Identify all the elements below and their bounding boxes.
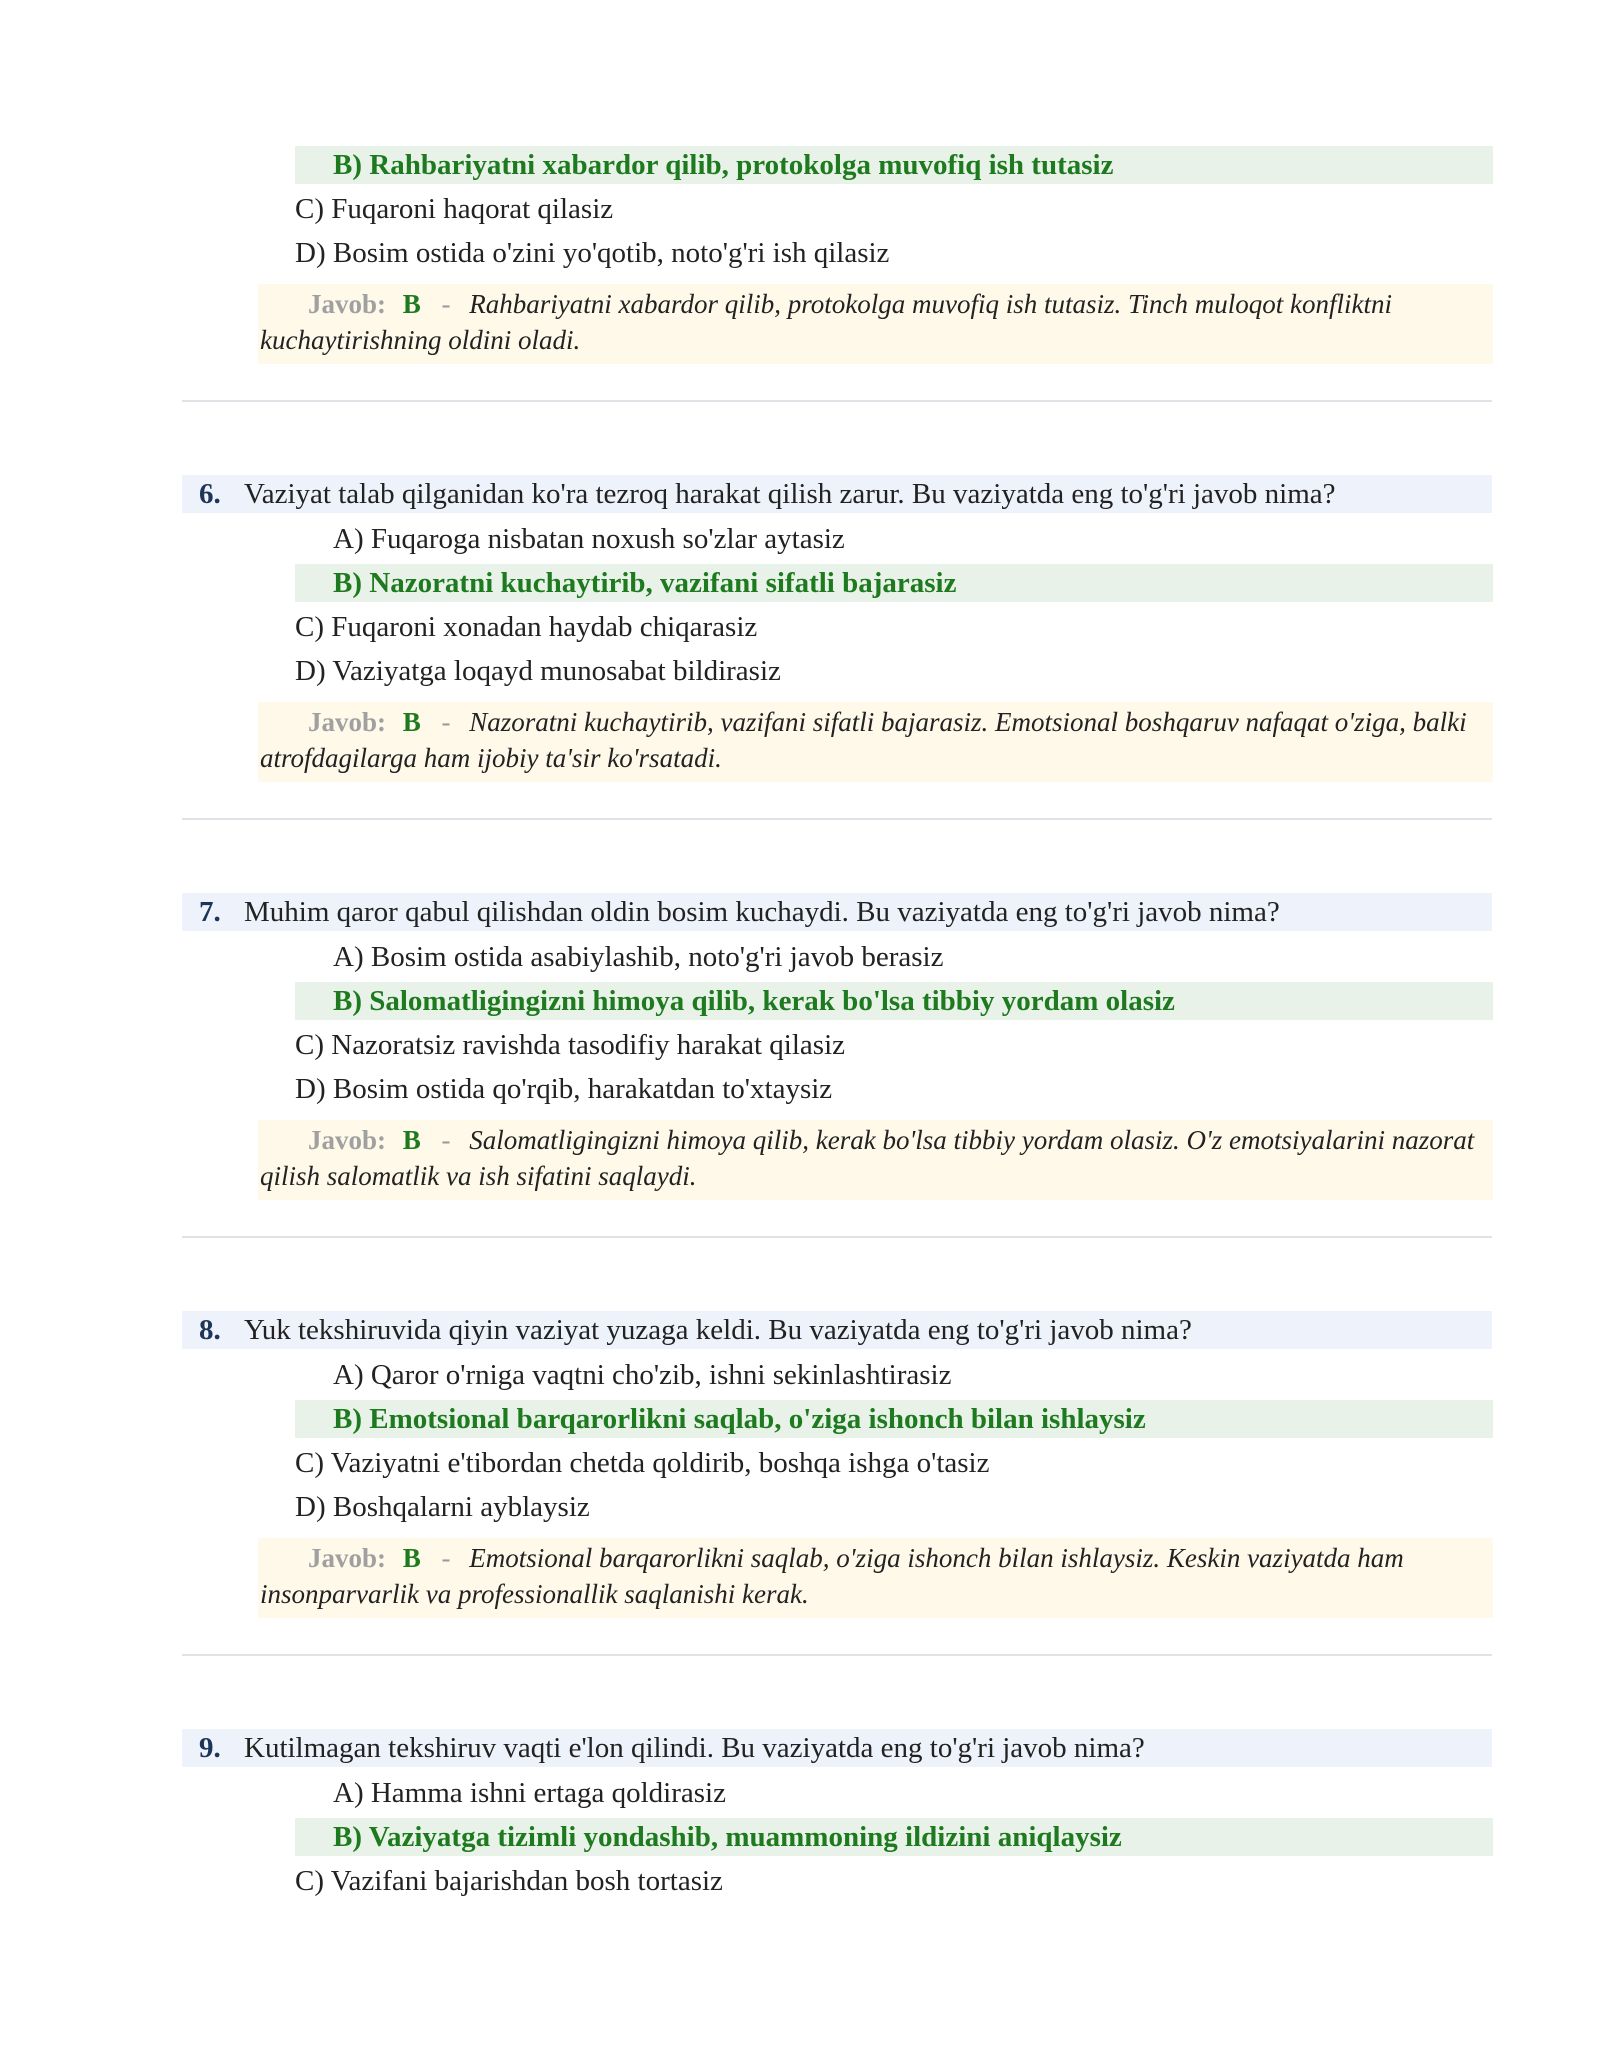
answer-dash: - <box>441 1543 451 1573</box>
question-text: Kutilmagan tekshiruv vaqti e'lon qilindi. Bu vaziyatda eng to'g'ri javob nima? <box>244 1732 1145 1764</box>
answer-dash: - <box>441 1125 451 1155</box>
question-text: Muhim qaror qabul qilishdan oldin bosim kuchaydi. Bu vaziyatda eng to'g'ri javob nima? <box>244 896 1280 928</box>
option-d: D) Bosim ostida qo'rqib, harakatdan to'xtaysiz <box>295 1073 833 1105</box>
option-c: C) Nazoratsiz ravishda tasodifiy harakat qilasiz <box>295 1029 845 1061</box>
answer-box <box>258 1538 1493 1618</box>
answer-dash: - <box>441 707 451 737</box>
divider <box>182 400 1492 402</box>
question-text: Vaziyat talab qilganidan ko'ra tezroq harakat qilish zarur. Bu vaziyatda eng to'g'ri javob nima? <box>244 478 1336 510</box>
option-d: D) Bosim ostida o'zini yo'qotib, noto'g'ri ish qilasiz <box>295 237 890 269</box>
question-8 <box>182 1311 1492 1349</box>
correct-option: B) Nazoratni kuchaytirib, vazifani sifatli bajarasiz <box>295 564 1493 602</box>
option-c: C) Fuqaroni xonadan haydab chiqarasiz <box>295 611 758 643</box>
divider <box>182 818 1492 820</box>
answer-text: Nazoratni kuchaytirib, vazifani sifatli bajarasiz. Emotsional boshqaruv nafaqat o'ziga, balki atrofdagilarga ham ijobiy ta'sir ko'rsatadi. <box>260 707 1467 773</box>
question-9 <box>182 1729 1492 1767</box>
answer-letter: B <box>402 1543 421 1573</box>
answer-text: Emotsional barqarorlikni saqlab, o'ziga ishonch bilan ishlaysiz. Keskin vaziyatda ham insonparvarlik va professionallik saqlanishi kerak. <box>260 1543 1404 1609</box>
divider <box>182 1654 1492 1656</box>
answer-label: Javob: <box>308 1543 387 1573</box>
option-a: A) Hamma ishni ertaga qoldirasiz <box>333 1777 726 1809</box>
correct-option: B) Vaziyatga tizimli yondashib, muammoning ildizini aniqlaysiz <box>295 1818 1493 1856</box>
answer-box <box>258 702 1493 782</box>
answer-label: Javob: <box>308 1125 387 1155</box>
question-6 <box>182 475 1492 513</box>
answer-dash: - <box>441 289 451 319</box>
option-a: A) Bosim ostida asabiylashib, noto'g'ri javob berasiz <box>333 941 944 973</box>
option-c: C) Vazifani bajarishdan bosh tortasiz <box>295 1865 723 1897</box>
answer-text: Rahbariyatni xabardor qilib, protokolga muvofiq ish tutasiz. Tinch muloqot konfliktni kuchaytirishning oldini oladi. <box>260 289 1393 355</box>
answer-box <box>258 1120 1493 1200</box>
question-text: Yuk tekshiruvida qiyin vaziyat yuzaga keldi. Bu vaziyatda eng to'g'ri javob nima? <box>244 1314 1192 1346</box>
question-7 <box>182 893 1492 931</box>
answer-text: Salomatligingizni himoya qilib, kerak bo'lsa tibbiy yordam olasiz. O'z emotsiyalarini nazorat qilish salomatlik va ish sifatini saqlaydi. <box>260 1125 1475 1191</box>
option-a: A) Fuqaroga nisbatan noxush so'zlar aytasiz <box>333 523 845 555</box>
correct-option: B) Salomatligingizni himoya qilib, kerak bo'lsa tibbiy yordam olasiz <box>295 982 1493 1020</box>
question-number: 6. <box>199 478 221 510</box>
option-a: A) Qaror o'rniga vaqtni cho'zib, ishni sekinlashtirasiz <box>333 1359 952 1391</box>
answer-letter: B <box>402 707 421 737</box>
question-number: 8. <box>199 1314 221 1346</box>
option-d: D) Boshqalarni ayblaysiz <box>295 1491 590 1523</box>
option-d: D) Vaziyatga loqayd munosabat bildirasiz <box>295 655 781 687</box>
divider <box>182 1236 1492 1238</box>
question-number: 7. <box>199 896 221 928</box>
correct-option: B) Rahbariyatni xabardor qilib, protokolga muvofiq ish tutasiz <box>295 146 1493 184</box>
answer-letter: B <box>402 1125 421 1155</box>
answer-label: Javob: <box>308 289 387 319</box>
answer-letter: B <box>402 289 421 319</box>
answer-box <box>258 284 1493 364</box>
correct-option: B) Emotsional barqarorlikni saqlab, o'ziga ishonch bilan ishlaysiz <box>295 1400 1493 1438</box>
question-number: 9. <box>199 1732 221 1764</box>
answer-label: Javob: <box>308 707 387 737</box>
option-c: C) Fuqaroni haqorat qilasiz <box>295 193 614 225</box>
option-c: C) Vaziyatni e'tibordan chetda qoldirib, boshqa ishga o'tasiz <box>295 1447 990 1479</box>
